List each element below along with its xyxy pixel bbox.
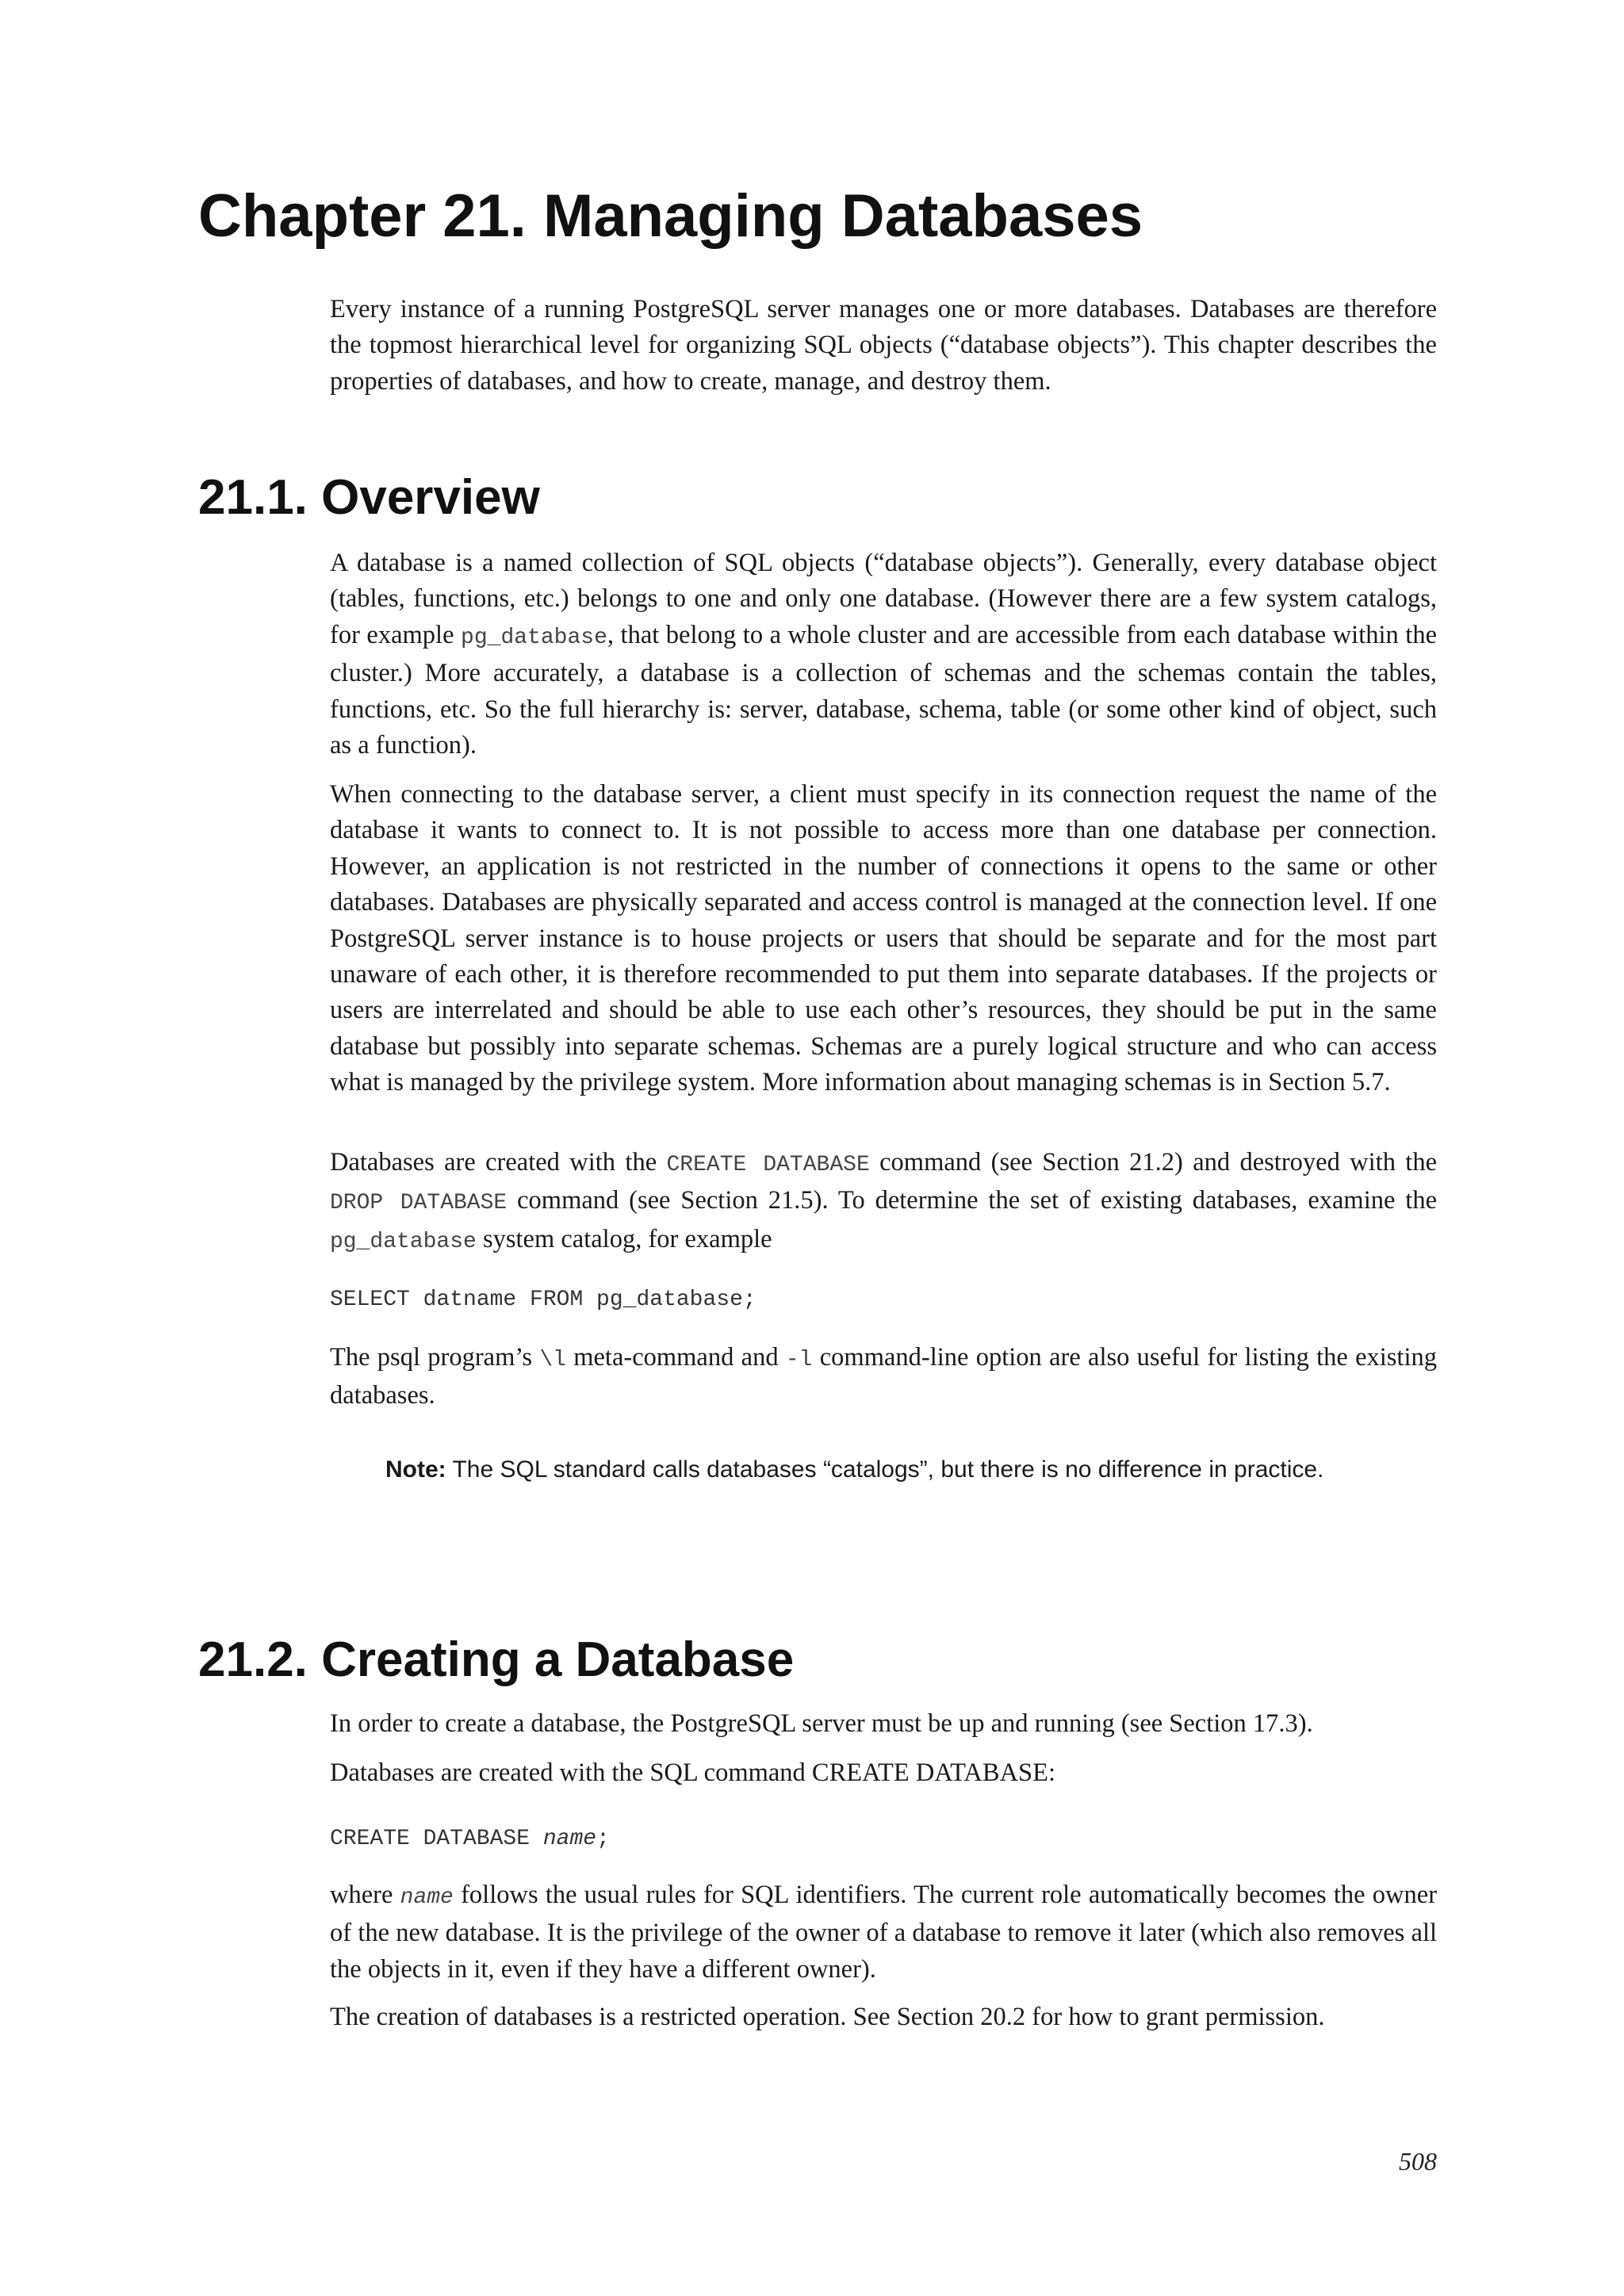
overview-p4-text-1: The psql program’s xyxy=(330,1343,533,1372)
overview-p4-text-2: meta-command and xyxy=(573,1343,779,1372)
creating-paragraph-3 xyxy=(330,1877,1437,1988)
code-create-command: CREATE DATABASE xyxy=(330,1827,543,1851)
creating-paragraph-4: The creation of databases is a restricted operation. See Section 20.2 for how to grant permission. xyxy=(330,2003,1325,2031)
section-heading-overview: 21.1. Overview xyxy=(198,470,540,525)
section-heading-creating: 21.2. Creating a Database xyxy=(198,1632,795,1687)
note-box xyxy=(385,1452,1323,1487)
overview-paragraph-3 xyxy=(330,1145,1437,1260)
inline-code-dash-l: -l xyxy=(785,1348,813,1372)
chapter-title: Chapter 21. Managing Databases xyxy=(198,182,1143,250)
overview-p4-text-3: command-line option are also useful for listing the existing databases. xyxy=(330,1343,1437,1410)
note-label: Note: xyxy=(385,1456,446,1483)
overview-p3-text-1: Databases are created with the xyxy=(330,1148,657,1177)
overview-paragraph-1 xyxy=(330,545,1437,763)
overview-paragraph-4 xyxy=(330,1340,1437,1414)
inline-code-name: name xyxy=(400,1885,454,1910)
code-block-select: SELECT datname FROM pg_database; xyxy=(330,1288,756,1312)
overview-p3-text-3: command (see Section 21.5). To determine the set of existing databases, examine the xyxy=(517,1186,1438,1215)
overview-p1-text-before: A database is a named collection of SQL objects (“database objects”). Generally, every database object (tables, functions, etc.) belongs to one and only one database. (However there are a few system catalogs, for example xyxy=(330,549,1437,649)
inline-code-pg-database-2: pg_database xyxy=(330,1229,477,1254)
intro-paragraph: Every instance of a running PostgreSQL server manages one or more databases. Databases are therefore the topmost hierarchical level for organizing SQL objects (“database objects”). This chapter describes the properties of databases, and how to create, manage, and destroy them. xyxy=(330,295,1437,396)
creating-paragraph-2: Databases are created with the SQL command CREATE DATABASE: xyxy=(330,1758,1055,1787)
overview-p3-text-2: command (see Section 21.2) and destroyed with the xyxy=(879,1148,1438,1177)
creating-paragraph-1: In order to create a database, the PostgreSQL server must be up and running (see Section 17.3). xyxy=(330,1709,1313,1738)
code-create-terminator: ; xyxy=(596,1827,610,1851)
overview-p3-text-4: system catalog, for example xyxy=(482,1224,772,1253)
creating-p3-text-1: where xyxy=(330,1881,393,1909)
note-text: The SQL standard calls databases “catalogs”, but there is no difference in practice. xyxy=(452,1456,1324,1483)
overview-paragraph-2: When connecting to the database server, a client must specify in its connection request the name of the database it wants to connect to. It is not possible to access more than one database per connection. However, an application is not restricted in the number of connections it opens to the same or other databases. Databases are physically separated and access control is managed at the connection level. If one PostgreSQL server instance is to house projects or users that should be separate and for the most part unaware of each other, it is therefore recommended to put them into separate databases. If the projects or users are interrelated and should be able to use each other’s resources, they should be put in the same database but possibly into separate schemas. Schemas are a purely logical structure and who can access what is managed by the privilege system. More information about managing schemas is in Section 5.7. xyxy=(330,780,1437,1097)
code-create-argument: name xyxy=(542,1827,597,1851)
overview-p1-text-after: , that belong to a whole cluster and are accessible from each database within the cluster.) More accurately, a database is a collection of schemas and the schemas contain the tables, functions, etc. So the full hierarchy is: server, database, schema, table (or some other kind of object, such as a function). xyxy=(330,620,1438,760)
creating-p3-text-2: follows the usual rules for SQL identifiers. The current role automatically becomes the owner of the new database. It is the privilege of the owner of a database to remove it later (which also removes all the objects in it, even if they have a different owner). xyxy=(330,1881,1438,1984)
page-number: 508 xyxy=(1399,2147,1437,2175)
inline-code-create-database: CREATE DATABASE xyxy=(666,1153,870,1177)
code-block-create xyxy=(330,1823,610,1855)
inline-code-drop-database: DROP DATABASE xyxy=(330,1191,508,1216)
inline-code-backslash-l: \l xyxy=(539,1348,566,1372)
inline-code-pg-database: pg_database xyxy=(461,625,607,650)
